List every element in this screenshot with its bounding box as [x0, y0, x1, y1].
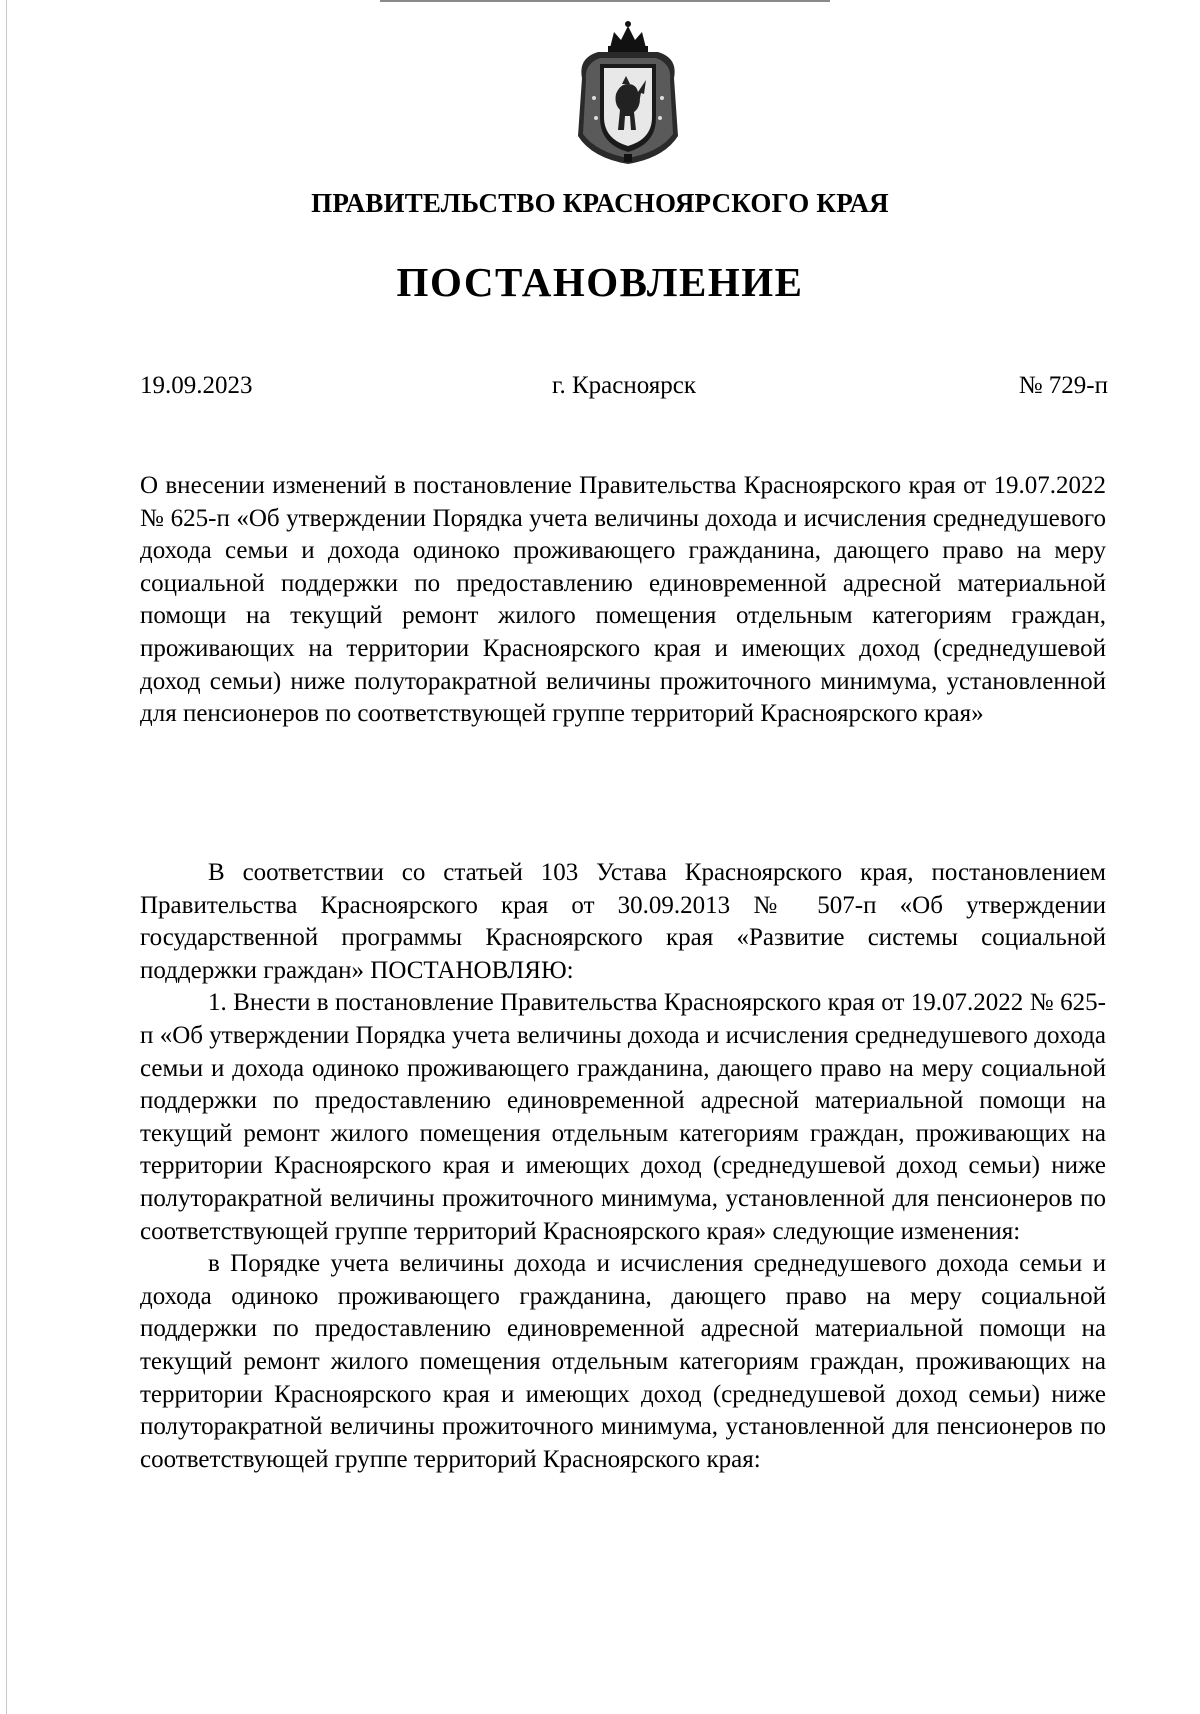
- document-body: [140, 857, 1106, 1476]
- body-paragraph: в Порядке учета величины дохода и исчисления среднедушевого дохода семьи и дохода одиноко проживающего гражданина, дающего право на меру социальной поддержки по предоставлению единовременной адресной материальной помощи на текущий ремонт жилого помещения отдельным категориям граждан, проживающих на территории Красноярского края и имеющих доход (среднедушевой доход семьи) ниже полуторакратной величины прожиточного минимума, установленной для пенсионеров по соответствующей группе территорий Красноярского края:: [140, 1250, 1106, 1473]
- document-date: 19.09.2023: [140, 372, 253, 399]
- document-type-heading: ПОСТАНОВЛЕНИЕ: [396, 259, 804, 305]
- scan-top-edge: [380, 0, 830, 2]
- document-number: № 729-п: [1018, 372, 1108, 399]
- body-paragraph: 1. Внести в постановление Правительства Красноярского края от 19.07.2022 № 625-п «Об утверждении Порядка учета величины дохода и исчисления среднедушевого дохода семьи и дохода одиноко проживающего гражданина, дающего право на меру социальной поддержки по предоставлению единовременной адресной материальной помощи на текущий ремонт жилого помещения отдельным категориям граждан, проживающих на территории Красноярского края и имеющих доход (среднедушевой доход семьи) ниже полуторакратной величины прожиточного минимума, установленной для пенсионеров по соответствующей группе территорий Красноярского края» следующие изменения:: [140, 989, 1106, 1245]
- coat-of-arms-icon: [568, 18, 688, 168]
- body-paragraph: В соответствии со статьей 103 Устава Красноярского края, постановлением Правительства Красноярского края от 30.09.2013 № 507-п «Об утверждении государственной программы Красноярского края «Развитие системы социальной поддержки граждан» ПОСТАНОВЛЯЮ:: [140, 859, 1106, 984]
- document-meta: [140, 372, 1108, 404]
- authority-title: ПРАВИТЕЛЬСТВО КРАСНОЯРСКОГО КРАЯ: [311, 188, 889, 218]
- document-subject: О внесении изменений в постановление Правительства Красноярского края от 19.07.2022 № 625-п «Об утверждении Порядка учета величины дохода и исчисления среднедушевого дохода семьи и дохода одиноко проживающего гражданина, дающего право на меру социальной поддержки по предоставлению единовременной адресной материальной помощи на текущий ремонт жилого помещения отдельным категориям граждан, проживающих на территории Красноярского края и имеющих доход (среднедушевой доход семьи) ниже полуторакратной величины прожиточного минимума, установленной для пенсионеров по соответствующей группе территорий Красноярского края»: [140, 472, 1106, 728]
- document-city: г. Красноярск: [552, 372, 696, 399]
